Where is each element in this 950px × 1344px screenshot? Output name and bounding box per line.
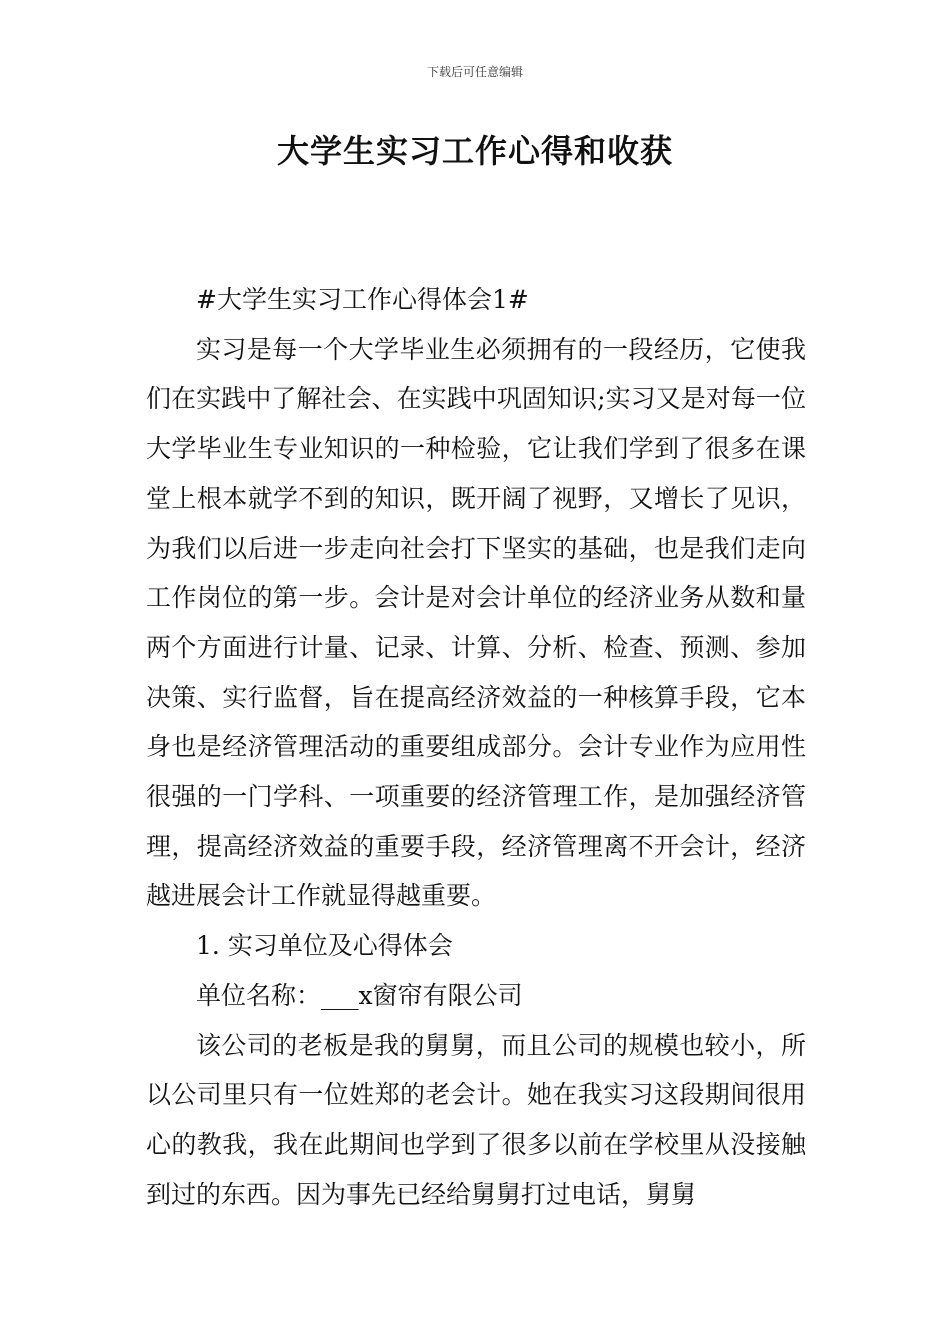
subsection-heading: 1. 实习单位及心得体会 bbox=[196, 931, 453, 961]
page-header-note: 下载后可任意编辑 bbox=[426, 65, 523, 79]
body-paragraph: 实习是每一个大学毕业生必须拥有的一段经历，它使我们在实践中了解社会、在实践中巩固知识;实习又是对每一位大学毕业生专业知识的一种检验，它让我们学到了很多在课堂上根本就学不到的知识，既开阔了视野，又增长了见识，为我们以后进一步走向社会打下坚实的基础，也是我们走向工作岗位的第一步。会计是对会计单位的经济业务从数和量两个方面进行计量、记录、计算、分析、检查、预测、参加决策、实行监督，旨在提高经济效益的一种核算手段，它本身也是经济管理活动的重要组成部分。会计专业作为应用性很强的一门学科、一项重要的经济管理工作，是加强经济管理，提高经济效益的重要手段，经济管理离不开会计，经济越进展会计工作就显得越重要。 bbox=[146, 334, 806, 911]
company-name-line: 单位名称：___x窗帘有限公司 bbox=[196, 980, 523, 1010]
document-body bbox=[146, 275, 806, 1219]
section-heading: #大学生实习工作心得体会1# bbox=[196, 285, 529, 314]
body-paragraph: 该公司的老板是我的舅舅，而且公司的规模也较小，所以公司里只有一位姓郑的老会计。她在我实习这段期间很用心的教我，我在此期间也学到了很多以前在学校里从没接触到过的东西。因为事先已经给舅舅打过电话，舅舅 bbox=[146, 1030, 806, 1209]
document-title: 大学生实习工作心得和收获 bbox=[276, 132, 673, 170]
